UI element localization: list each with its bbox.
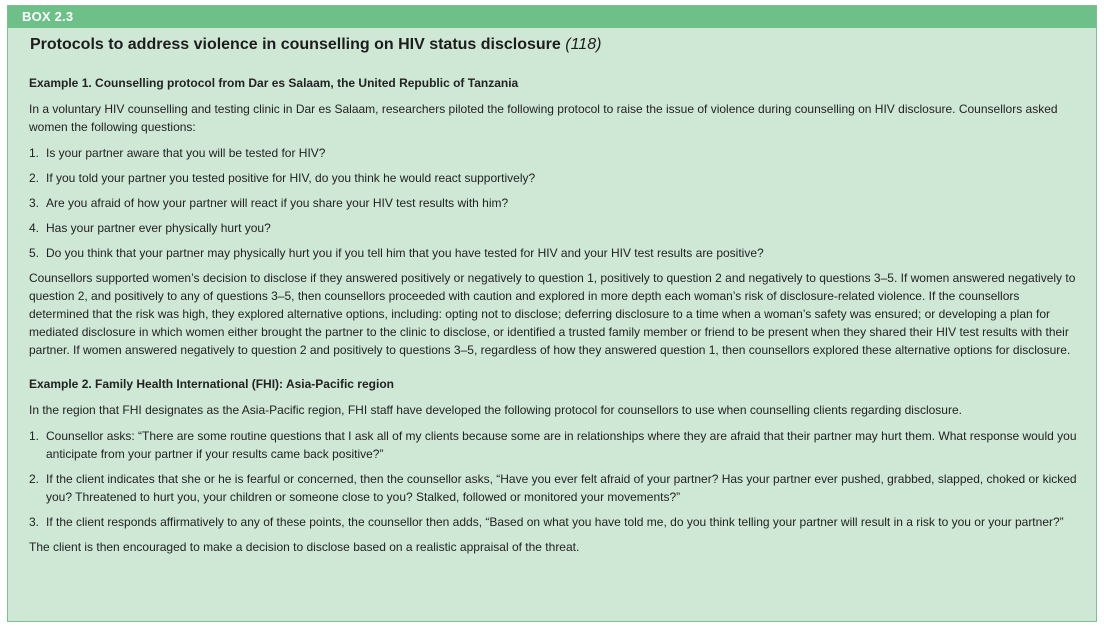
question-text: Do you think that your partner may physically hurt you if you tell him that you have tested for HIV and your HIV test results are positive? bbox=[46, 246, 764, 260]
question-text: Is your partner aware that you will be tested for HIV? bbox=[46, 146, 326, 160]
question-item bbox=[29, 219, 1079, 237]
box-title-ref: (118) bbox=[565, 36, 602, 53]
question-item bbox=[29, 194, 1079, 212]
box-title-text: Protocols to address violence in counselling on HIV status disclosure bbox=[30, 36, 561, 53]
box-title bbox=[30, 36, 601, 54]
list-number: 2. bbox=[29, 171, 40, 185]
box-content bbox=[29, 74, 1079, 564]
example-1-questions bbox=[29, 144, 1079, 262]
step-text: Counsellor asks: “There are some routine questions that I ask all of my clients because some are in relationships where they are afraid that their partner may hurt them. What response would you anticipate from your partner if your results came back positive?” bbox=[46, 429, 1077, 461]
question-item bbox=[29, 244, 1079, 262]
list-number: 5. bbox=[29, 246, 40, 260]
list-number: 3. bbox=[29, 515, 40, 529]
example-2-steps bbox=[29, 427, 1079, 531]
list-number: 2. bbox=[29, 472, 40, 486]
example-2-intro: In the region that FHI designates as the Asia-Pacific region, FHI staff have developed the following protocol for counsellors to use when counselling clients regarding disclosure. bbox=[29, 403, 962, 417]
question-item bbox=[29, 144, 1079, 162]
step-text: If the client indicates that she or he is fearful or concerned, then the counsellor asks, “Have you ever felt afraid of your partner? Has your partner ever pushed, grabbed, slapped, choked or kicked you? Threatened to hurt you, your children or someone close to you? Stalked, followed or monitored your movements?” bbox=[46, 472, 1077, 504]
list-number: 4. bbox=[29, 221, 40, 235]
step-text: If the client responds affirmatively to any of these points, the counsellor then adds, “Based on what you have told me, do you think telling your partner will result in a risk to you or your partner?” bbox=[46, 515, 1064, 529]
list-number: 3. bbox=[29, 196, 40, 210]
example-2-title: Example 2. Family Health International (FHI): Asia-Pacific region bbox=[29, 377, 394, 391]
example-1-intro: In a voluntary HIV counselling and testing clinic in Dar es Salaam, researchers piloted the following protocol to raise the issue of violence during counselling on HIV disclosure. Counsellors asked women the following questions: bbox=[29, 102, 1058, 134]
list-number: 1. bbox=[29, 146, 40, 160]
step-item bbox=[29, 470, 1079, 506]
section-spacer bbox=[29, 367, 1079, 375]
box-label: BOX 2.3 bbox=[8, 6, 1096, 28]
question-text: Has your partner ever physically hurt you? bbox=[46, 221, 271, 235]
example-1-body: Counsellors supported women’s decision to disclose if they answered positively or negatively to question 1, positively to question 2 and negatively to questions 3–5. If women answered negatively to question 2, and positively to any of questions 3–5, then counsellors proceeded with caution and explored in more depth each woman’s risk of disclosure-related violence. If the counsellors determined that the risk was high, they explored alternative options, including: opting not to disclose; deferring disclosure to a time when a woman’s safety was ensured; or developing a plan for mediated disclosure in which women either brought the partner to the clinic to disclose, or identified a trusted family member or friend to be present when they shared their HIV test results with their partner. If women answered negatively to question 2 and positively to questions 3–5, regardless of how they answered question 1, then counsellors explored these alternative options for disclosure. bbox=[29, 271, 1076, 357]
question-item bbox=[29, 169, 1079, 187]
step-item bbox=[29, 427, 1079, 463]
box-2-3 bbox=[7, 5, 1097, 622]
example-2-closing: The client is then encouraged to make a decision to disclose based on a realistic appraisal of the threat. bbox=[29, 540, 580, 554]
question-text: If you told your partner you tested positive for HIV, do you think he would react supportively? bbox=[46, 171, 536, 185]
question-text: Are you afraid of how your partner will react if you share your HIV test results with him? bbox=[46, 196, 509, 210]
example-1-title: Example 1. Counselling protocol from Dar es Salaam, the United Republic of Tanzania bbox=[29, 76, 519, 90]
list-number: 1. bbox=[29, 429, 40, 443]
step-item bbox=[29, 513, 1079, 531]
